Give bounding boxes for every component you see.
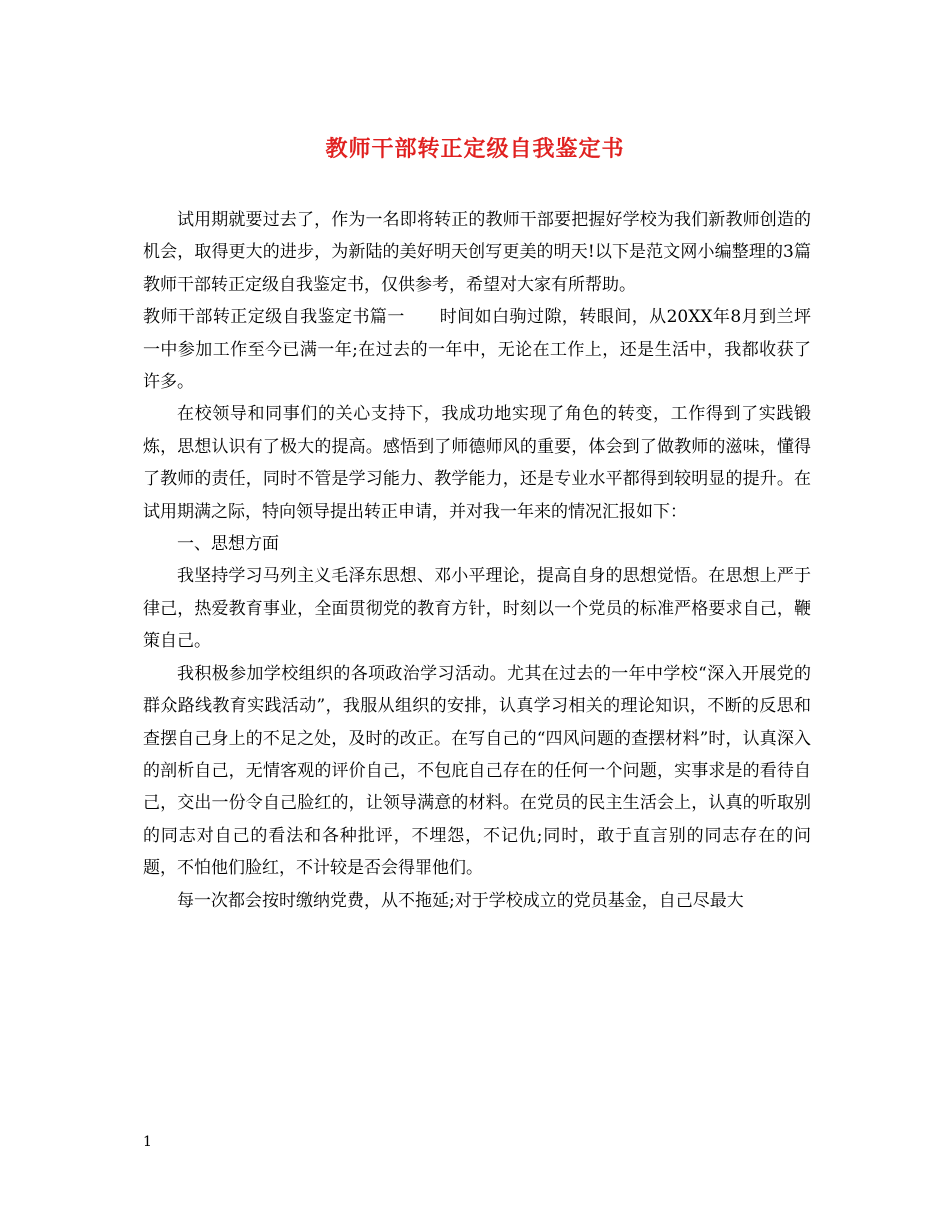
paragraph-party-dues: 每一次都会按时缴纳党费，从不拖延;对于学校成立的党员基金，自己尽最大 xyxy=(177,890,744,911)
document-title: 教师干部转正定级自我鉴定书 xyxy=(325,136,625,162)
document-body xyxy=(143,204,811,917)
paragraph-intro: 试用期就要过去了，作为一名即将转正的教师干部要把握好学校为我们新教师创造的机会，取得更大的进步，为新陆的美好明天创写更美的明天!以下是范文网小编整理的3篇教师干部转正定级自我鉴定书，仅供参考，希望对大家有所帮助。 xyxy=(143,210,811,295)
page-number: 1 xyxy=(143,1134,152,1150)
paragraph-part-one: 教师干部转正定级自我鉴定书篇一 时间如白驹过隙，转眼间，从20XX年8月到兰坪一中参加工作至今已满一年;在过去的一年中，无论在工作上，还是生活中，我都收获了许多。 xyxy=(143,307,811,393)
paragraph-role-change: 在校领导和同事们的关心支持下，我成功地实现了角色的转变，工作得到了实践锻炼，思想认识有了极大的提高。感悟到了师德师风的重要，体会到了做教师的滋味，懂得了教师的责任，同时不管是学习能力、教学能力，还是专业水平都得到较明显的提升。在试用期满之际，特向领导提出转正申请，并对我一年来的情况汇报如下： xyxy=(143,404,811,522)
section-heading-ideology: 一、思想方面 xyxy=(177,534,279,555)
paragraph-ideology: 我坚持学习马列主义毛泽东思想、邓小平理论，提高自身的思想觉悟。在思想上严于律己，热爱教育事业，全面贯彻党的教育方针，时刻以一个党员的标准严格要求自己，鞭策自己。 xyxy=(143,566,811,652)
paragraph-political-study: 我积极参加学校组织的各项政治学习活动。尤其在过去的一年中学校“深入开展党的群众路线教育实践活动”，我服从组织的安排，认真学习相关的理论知识，不断的反思和查摆自己身上的不足之处，及时的改正。在写自己的“四风问题的查摆材料”时，认真深入的剖析自己，无情客观的评价自己，不包庇自己存在的任何一个问题，实事求是的看待自己，交出一份令自己脸红的，让领导满意的材料。在党员的民主生活会上，认真的听取别的同志对自己的看法和各种批评，不埋怨，不记仇;同时，敢于直言别的同志存在的问题，不怕他们脸红，不计较是否会得罪他们。 xyxy=(143,663,811,879)
